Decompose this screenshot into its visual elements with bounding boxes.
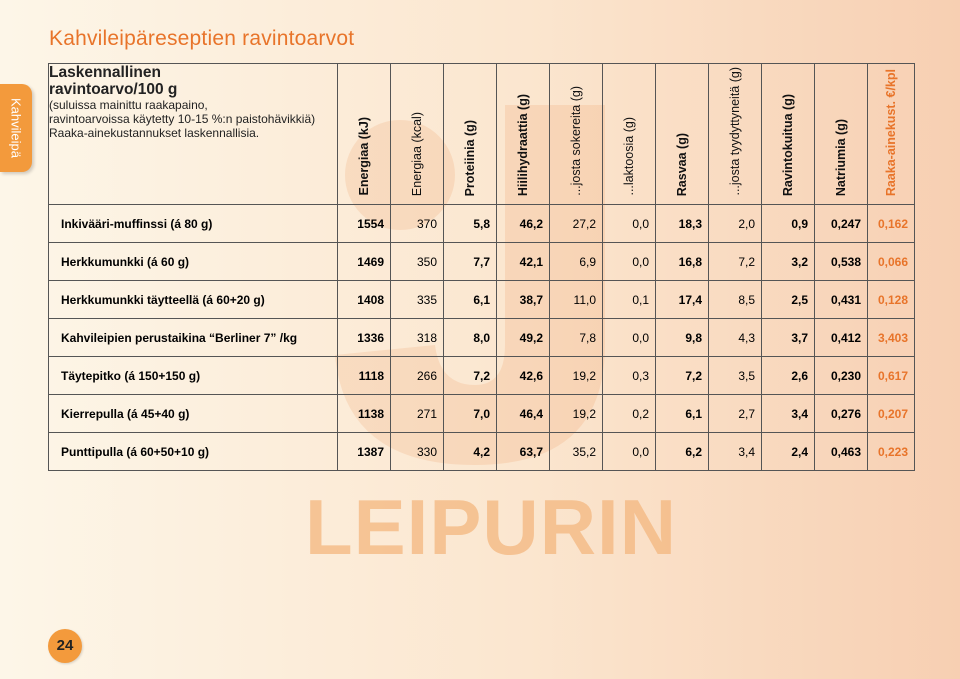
value-cell: 46,4 [497, 395, 550, 433]
column-header-label: Natriumia (g) [834, 118, 848, 196]
column-header [497, 64, 550, 205]
intro-line4: ravintoarvoissa käytetty 10-15 %:n paistohävikkiä) [49, 112, 316, 126]
column-header-label: Energiaa (kcal) [410, 111, 424, 196]
value-cell: 3,403 [868, 319, 915, 357]
column-header [762, 64, 815, 205]
value-cell: 0,0 [603, 205, 656, 243]
table-body [49, 205, 915, 471]
value-cell: 2,6 [762, 357, 815, 395]
value-cell: 0,066 [868, 243, 915, 281]
value-cell: 0,0 [603, 243, 656, 281]
value-cell: 0,230 [815, 357, 868, 395]
row-name-cell: Kierrepulla (á 45+40 g) [49, 395, 338, 433]
value-cell: 18,3 [656, 205, 709, 243]
value-cell: 0,276 [815, 395, 868, 433]
row-name-cell: Punttipulla (á 60+50+10 g) [49, 433, 338, 471]
value-cell: 2,7 [709, 395, 762, 433]
value-cell: 6,1 [656, 395, 709, 433]
value-cell: 42,1 [497, 243, 550, 281]
value-cell: 1138 [338, 395, 391, 433]
value-cell: 0,223 [868, 433, 915, 471]
nutrition-table [48, 63, 915, 471]
value-cell: 3,7 [762, 319, 815, 357]
value-cell: 1554 [338, 205, 391, 243]
value-cell: 7,8 [550, 319, 603, 357]
intro-line3: (suluissa mainittu raakapaino, [49, 98, 208, 112]
value-cell: 7,2 [709, 243, 762, 281]
value-cell: 3,5 [709, 357, 762, 395]
column-header [603, 64, 656, 205]
table-row [49, 319, 915, 357]
column-header [815, 64, 868, 205]
column-header [391, 64, 444, 205]
page-number: 24 [48, 629, 82, 663]
value-cell: 0,162 [868, 205, 915, 243]
table-row [49, 433, 915, 471]
value-cell: 350 [391, 243, 444, 281]
value-cell: 7,2 [656, 357, 709, 395]
value-cell: 16,8 [656, 243, 709, 281]
value-cell: 19,2 [550, 357, 603, 395]
column-header-label: Rasvaa (g) [675, 132, 689, 196]
value-cell: 11,0 [550, 281, 603, 319]
column-header-label: Proteiinia (g) [463, 119, 477, 196]
side-tab[interactable] [0, 84, 32, 172]
value-cell: 38,7 [497, 281, 550, 319]
value-cell: 0,2 [603, 395, 656, 433]
column-header-label: ...josta sokereita (g) [569, 86, 583, 196]
value-cell: 6,1 [444, 281, 497, 319]
column-header-label: ...josta tyydyttyneitä (g) [728, 67, 742, 196]
value-cell: 0,412 [815, 319, 868, 357]
value-cell: 35,2 [550, 433, 603, 471]
page-title: Kahvileipäreseptien ravintoarvot [49, 27, 355, 50]
column-header-label: Hiilihydraattia (g) [516, 93, 530, 196]
row-name-cell: Herkkumunkki täytteellä (á 60+20 g) [49, 281, 338, 319]
value-cell: 318 [391, 319, 444, 357]
table-row [49, 243, 915, 281]
value-cell: 63,7 [497, 433, 550, 471]
column-header [868, 64, 915, 205]
value-cell: 330 [391, 433, 444, 471]
value-cell: 8,5 [709, 281, 762, 319]
value-cell: 49,2 [497, 319, 550, 357]
value-cell: 46,2 [497, 205, 550, 243]
value-cell: 1469 [338, 243, 391, 281]
value-cell: 5,8 [444, 205, 497, 243]
value-cell: 0,9 [762, 205, 815, 243]
value-cell: 266 [391, 357, 444, 395]
row-name-cell: Kahvileipien perustaikina “Berliner 7” /kg [49, 319, 338, 357]
value-cell: 6,2 [656, 433, 709, 471]
column-header [444, 64, 497, 205]
value-cell: 9,8 [656, 319, 709, 357]
intro-line5: Raaka-ainekustannukset laskennallisia. [49, 126, 260, 140]
value-cell: 4,2 [444, 433, 497, 471]
value-cell: 1336 [338, 319, 391, 357]
value-cell: 7,0 [444, 395, 497, 433]
table-row [49, 395, 915, 433]
value-cell: 7,7 [444, 243, 497, 281]
value-cell: 42,6 [497, 357, 550, 395]
value-cell: 6,9 [550, 243, 603, 281]
value-cell: 2,5 [762, 281, 815, 319]
value-cell: 0,431 [815, 281, 868, 319]
row-name-cell: Täytepitko (á 150+150 g) [49, 357, 338, 395]
value-cell: 0,247 [815, 205, 868, 243]
value-cell: 1387 [338, 433, 391, 471]
value-cell: 17,4 [656, 281, 709, 319]
value-cell: 2,4 [762, 433, 815, 471]
value-cell: 3,4 [709, 433, 762, 471]
column-header [550, 64, 603, 205]
value-cell: 0,538 [815, 243, 868, 281]
watermark-text: LEIPURIN [305, 483, 678, 571]
value-cell: 3,4 [762, 395, 815, 433]
table-row [49, 357, 915, 395]
value-cell: 271 [391, 395, 444, 433]
column-header-label: Energiaa (kJ) [357, 117, 371, 196]
value-cell: 19,2 [550, 395, 603, 433]
header-row [49, 64, 915, 205]
value-cell: 0,1 [603, 281, 656, 319]
value-cell: 0,128 [868, 281, 915, 319]
value-cell: 4,3 [709, 319, 762, 357]
intro-cell [49, 64, 338, 205]
value-cell: 335 [391, 281, 444, 319]
row-name-cell: Herkkumunkki (á 60 g) [49, 243, 338, 281]
value-cell: 370 [391, 205, 444, 243]
column-header [656, 64, 709, 205]
value-cell: 1408 [338, 281, 391, 319]
column-header-label: Raaka-ainekust. €/kpl [884, 68, 898, 196]
value-cell: 27,2 [550, 205, 603, 243]
value-cell: 0,0 [603, 433, 656, 471]
value-cell: 0,3 [603, 357, 656, 395]
intro-title-line1: Laskennallinen [49, 64, 161, 81]
table-row [49, 281, 915, 319]
value-cell: 0,463 [815, 433, 868, 471]
value-cell: 8,0 [444, 319, 497, 357]
value-cell: 0,207 [868, 395, 915, 433]
value-cell: 7,2 [444, 357, 497, 395]
intro-title-line2: ravintoarvo/100 g [49, 81, 178, 98]
value-cell: 1118 [338, 357, 391, 395]
column-header [338, 64, 391, 205]
value-cell: 0,617 [868, 357, 915, 395]
value-cell: 3,2 [762, 243, 815, 281]
table-row [49, 205, 915, 243]
column-header-label: Ravintokuitua (g) [781, 93, 795, 196]
column-header [709, 64, 762, 205]
value-cell: 0,0 [603, 319, 656, 357]
row-name-cell: Inkivääri-muffinssi (á 80 g) [49, 205, 338, 243]
side-tab-label: Kahvileipä [8, 98, 24, 158]
value-cell: 2,0 [709, 205, 762, 243]
column-header-label: ...laktoosia (g) [622, 117, 636, 196]
